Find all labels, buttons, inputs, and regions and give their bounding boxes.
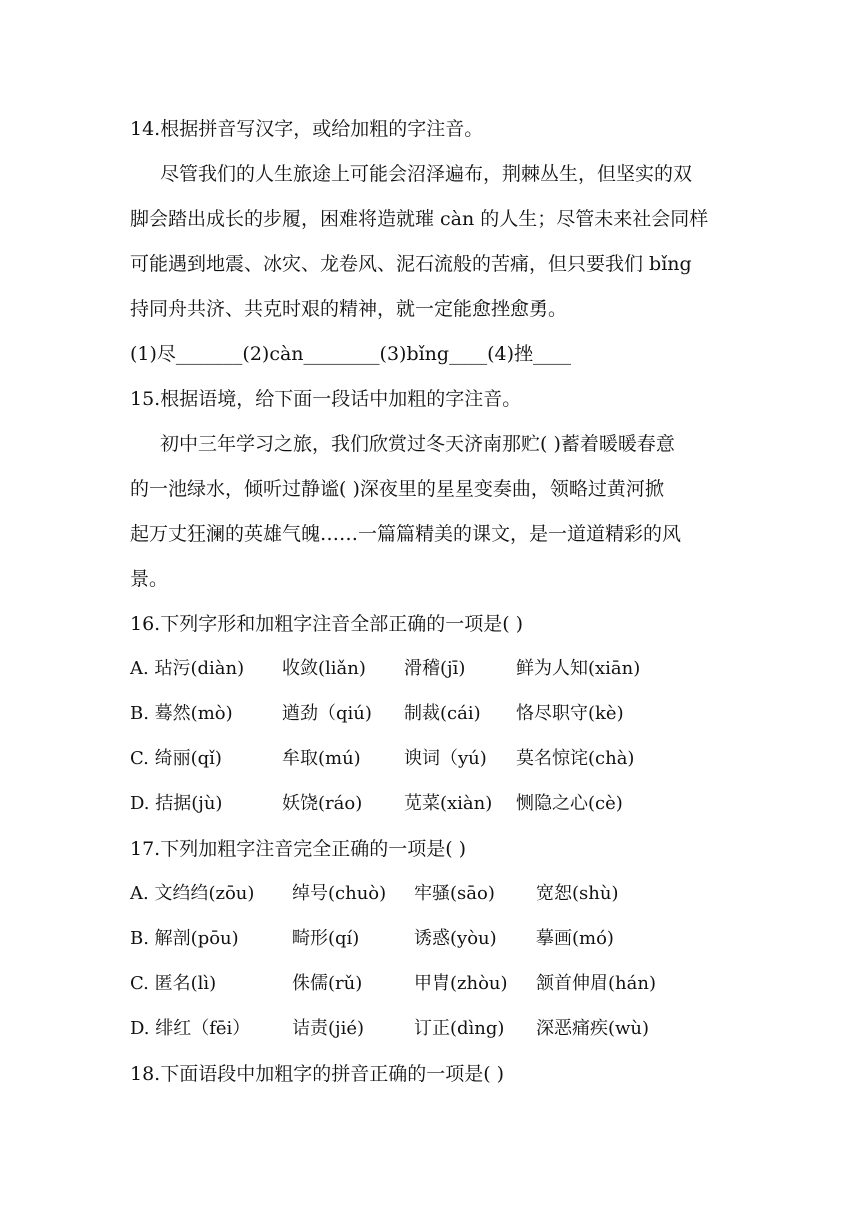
q14-title: 14.根据拼音写汉字，或给加粗的字注音。: [130, 118, 484, 140]
option-term: 恻隐之心(cè): [516, 793, 623, 814]
option-term: 鲜为人知(xiān): [516, 658, 641, 679]
option-term: C. 绮丽(qǐ): [130, 748, 222, 769]
q15-paragraph-line: 的一池绿水，倾听过静谧( )深夜里的星星变奏曲，领略过黄河掀: [130, 478, 664, 500]
q17-option-a[interactable]: [130, 882, 618, 906]
option-term: 牢骚(sāo): [414, 883, 495, 904]
q15-paragraph-line: 初中三年学习之旅，我们欣赏过冬天济南那贮( )蓄着暖暖春意: [160, 433, 675, 455]
option-term: B. 蓦然(mò): [130, 703, 233, 724]
option-term: 诱惑(yòu): [414, 928, 497, 949]
option-term: 甲胄(zhòu): [414, 973, 508, 994]
q16-option-d[interactable]: [130, 792, 623, 816]
q15-paragraph-line: 起万丈狂澜的英雄气魄……一篇篇精美的课文，是一道道精彩的风: [130, 523, 682, 545]
q16-option-a[interactable]: [130, 657, 640, 681]
option-term: C. 匿名(lì): [130, 973, 217, 994]
option-term: 妖饶(ráo): [282, 793, 363, 814]
q14-paragraph-line: 可能遇到地震、冰灾、龙卷风、泥石流般的苦痛，但只要我们 bǐng: [130, 253, 692, 275]
option-term: 制裁(cái): [404, 703, 481, 724]
option-term: 颔首伸眉(hán): [536, 973, 656, 994]
q17-option-c[interactable]: [130, 972, 656, 996]
q15-title: 15.根据语境，给下面一段话中加粗的字注音。: [130, 388, 522, 410]
option-term: 谀词（yú): [404, 748, 487, 769]
q14-paragraph-line: 持同舟共济、共克时艰的精神，就一定能愈挫愈勇。: [130, 298, 568, 320]
q14-paragraph-line: 脚会踏出成长的步履，困难将造就璀 càn 的人生；尽管未来社会同样: [130, 208, 709, 230]
q17-option-d[interactable]: [130, 1017, 649, 1041]
option-term: 订正(dìng): [414, 1018, 505, 1039]
option-term: 绰号(chuò): [292, 883, 387, 904]
option-term: 宽恕(shù): [536, 883, 619, 904]
q16-title: 16.下列字形和加粗字注音全部正确的一项是( ): [130, 613, 524, 635]
option-term: 深恶痛疾(wù): [536, 1018, 650, 1039]
q18-title: 18.下面语段中加粗字的拼音正确的一项是( ): [130, 1063, 505, 1085]
option-term: 侏儒(rǔ): [292, 973, 363, 994]
q17-title: 17.下列加粗字注音完全正确的一项是( ): [130, 838, 467, 860]
option-term: 苋菜(xiàn): [404, 793, 493, 814]
q16-option-b[interactable]: [130, 702, 624, 726]
q15-paragraph-line: 景。: [130, 568, 169, 590]
option-term: A. 文绉绉(zōu): [130, 883, 255, 904]
option-term: 滑稽(jī): [404, 658, 466, 679]
q16-option-c[interactable]: [130, 747, 634, 771]
option-term: 遒劲（qiú): [282, 703, 372, 724]
option-term: D. 拮据(jù): [130, 793, 223, 814]
q14-answer-blanks: (1)尽_______(2)càn________(3)bǐng____(4)挫____: [130, 343, 571, 365]
option-term: 莫名惊诧(chà): [516, 748, 635, 769]
q14-paragraph-line: 尽管我们的人生旅途上可能会沼泽遍布，荆棘丛生，但坚实的双: [160, 163, 693, 185]
option-term: B. 解剖(pōu): [130, 928, 239, 949]
option-term: 畸形(qí): [292, 928, 360, 949]
q17-option-b[interactable]: [130, 927, 614, 951]
option-term: 诘责(jié): [292, 1018, 365, 1039]
option-term: 牟取(mú): [282, 748, 361, 769]
option-term: D. 绯红（fēi）: [130, 1018, 251, 1039]
option-term: 摹画(mó): [536, 928, 614, 949]
option-term: 收敛(liǎn): [282, 658, 366, 679]
option-term: A. 玷污(diàn): [130, 658, 245, 679]
option-term: 恪尽职守(kè): [516, 703, 624, 724]
